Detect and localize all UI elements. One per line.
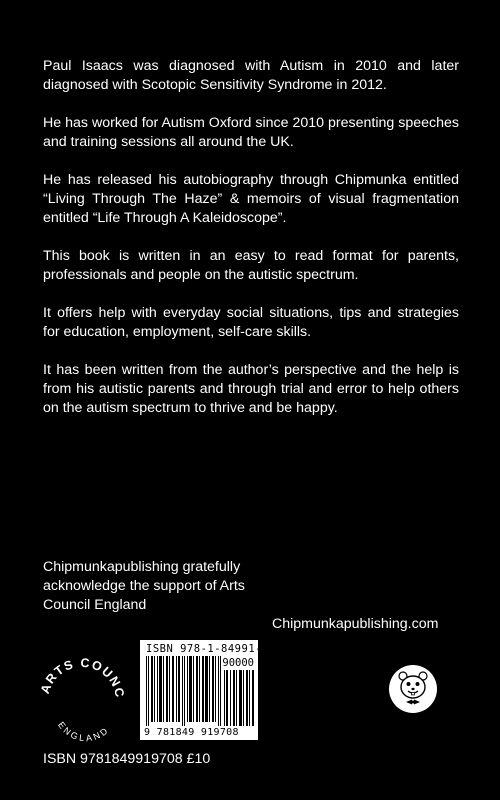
barcode-price-code: 90000 — [222, 657, 254, 669]
publisher-acknowledgement: Chipmunkapublishing gratefully acknowledge the support of Arts Council England — [43, 559, 245, 613]
footer-isbn: ISBN 9781849919708 — [43, 751, 183, 767]
barcode-addon-bars — [224, 670, 254, 726]
isbn-barcode — [140, 640, 297, 740]
back-cover-blurb — [43, 57, 459, 437]
svg-text:ENGLAND — [56, 720, 111, 743]
blurb-paragraph: Paul Isaacs was diagnosed with Autism in 2010 and later diagnosed with Scotopic Sensitivity Syndrome in 2012. — [43, 58, 459, 93]
blurb-paragraph: He has worked for Autism Oxford since 2010 presenting speeches and training sessions all around the UK. — [43, 115, 459, 150]
blurb-paragraph: It has been written from the author’s perspective and the help is from his autistic parents and through trial and error to help others on the autism spectrum to thrive and be happy. — [43, 362, 459, 416]
publisher-website: Chipmunkapublishing.com — [272, 616, 439, 632]
arts-logo-bottom-text: ENGLAND — [56, 719, 112, 744]
footer-price: £10 — [186, 751, 211, 767]
footer-isbn-price — [43, 750, 210, 769]
arts-logo-top-text: ARTS COUNC — [37, 655, 128, 700]
barcode-ean-digits: 9 781849 919708 — [144, 727, 239, 738]
blurb-paragraph: He has released his autobiography through Chipmunka entitled “Living Through The Haze” & memoirs of visual fragmentation entitled “Life Through A Kaleidoscope”. — [43, 172, 459, 226]
blurb-paragraph: It offers help with everyday social situations, tips and strategies for education, employment, self-care skills. — [43, 305, 459, 340]
svg-text:ARTS COUNCIL — [32, 645, 127, 700]
blurb-paragraph: This book is written in an easy to read format for parents, professionals and people on the autistic spectrum. — [43, 248, 459, 283]
arts-council-logo — [32, 645, 132, 750]
chipmunka-mascot-logo — [388, 664, 438, 719]
barcode-bars — [146, 656, 224, 726]
barcode-isbn-label: ISBN 978-1-84991-970-8 — [146, 643, 297, 655]
